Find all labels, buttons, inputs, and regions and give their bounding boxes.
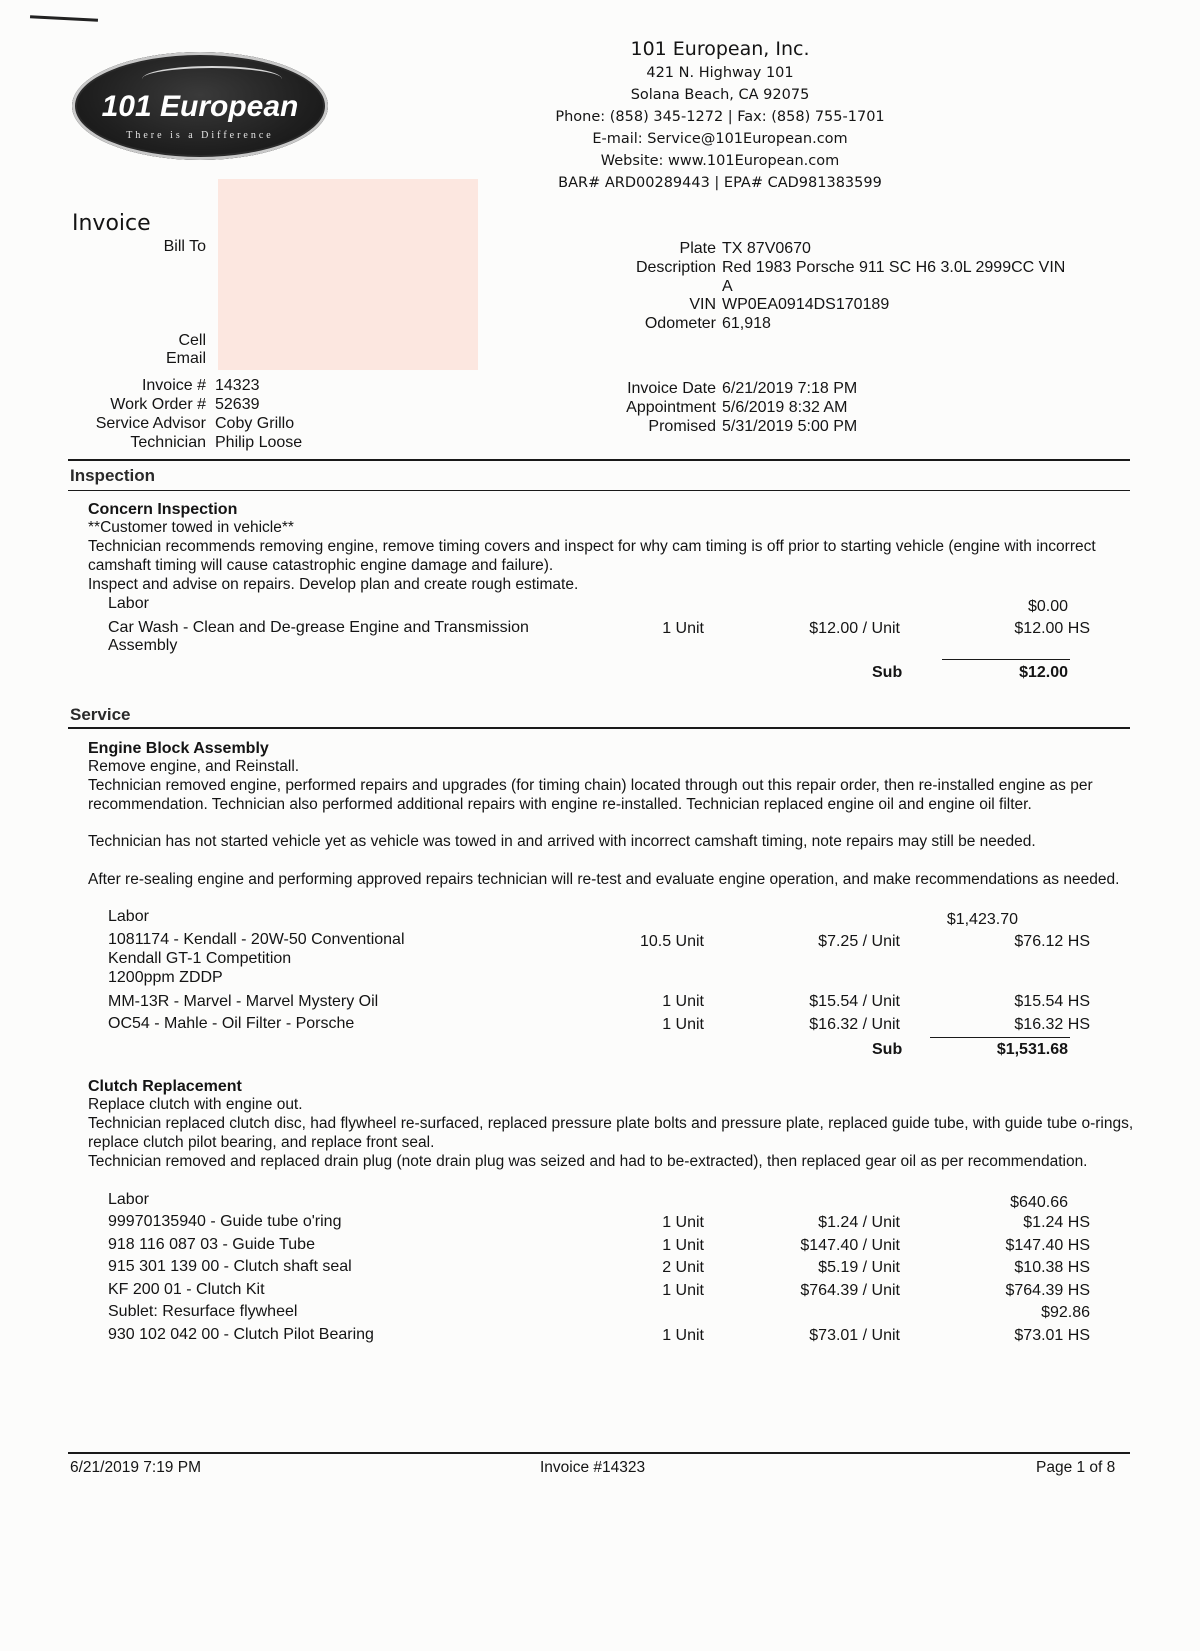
invoice-number-value: 14323 [215, 377, 260, 394]
clutch-item-rate: $5.19 / Unit [818, 1259, 900, 1276]
engine-item-desc: OC54 - Mahle - Oil Filter - Porsche [108, 1015, 355, 1032]
company-address-2: Solana Beach, CA 92075 [630, 87, 810, 103]
company-name: 101 European, Inc. [630, 38, 810, 60]
engine-labor-label: Labor [108, 908, 149, 925]
promised-label: Promised [648, 418, 716, 435]
inspection-labor-amount: $0.00 [1027, 598, 1068, 615]
clutch-line-3: Technician removed and replaced drain plug (note drain plug was seized and had to be-extracted), then replaced gear oil as per recommendation. [88, 1153, 1088, 1170]
description-label: Description [635, 259, 716, 276]
engine-item-amount: $76.12 HS [1014, 933, 1090, 950]
engine-line-3: Technician has not started vehicle yet as vehicle was towed in and arrived with incorrect camshaft timing, note repairs may still be needed. [88, 833, 1036, 850]
clutch-item-rate: $764.39 / Unit [800, 1282, 900, 1299]
invoice-date-label: Invoice Date [627, 380, 716, 397]
vin-label: VIN [689, 296, 716, 313]
description-value-cont: A [722, 278, 733, 295]
footer-rule [68, 1452, 1130, 1454]
engine-subtotal-label: Sub [872, 1041, 903, 1058]
inspection-labor-label: Labor [108, 595, 149, 612]
line-item-rate: $12.00 / Unit [809, 620, 900, 637]
clutch-item-desc: KF 200 01 - Clutch Kit [108, 1281, 265, 1298]
engine-item-rate: $16.32 / Unit [809, 1016, 900, 1033]
engine-item-amount: $16.32 HS [1014, 1016, 1090, 1033]
inspection-subtotal-amount: $12.00 [1019, 664, 1068, 681]
appointment-label: Appointment [626, 399, 716, 416]
inspection-rule-top [68, 459, 1130, 461]
invoice-number-label: Invoice # [141, 377, 206, 394]
line-item-amount: $12.00 HS [1014, 620, 1090, 637]
technician-value: Philip Loose [215, 434, 303, 451]
footer-printed-date: 6/21/2019 7:19 PM [70, 1459, 201, 1476]
clutch-item-desc: 918 116 087 03 - Guide Tube [108, 1236, 315, 1253]
odometer-label: Odometer [644, 315, 716, 332]
document-title: Invoice [72, 211, 151, 236]
engine-block-title: Engine Block Assembly [88, 740, 269, 757]
vin-value: WP0EA0914DS170189 [722, 296, 890, 313]
scan-mark [30, 15, 98, 22]
clutch-labor-label: Labor [108, 1191, 149, 1208]
company-bar-epa: BAR# ARD00289443 | EPA# CAD981383599 [558, 175, 882, 191]
company-address-1: 421 N. Highway 101 [646, 65, 794, 81]
company-email: E-mail: Service@101European.com [592, 131, 848, 147]
engine-item-qty: 1 Unit [662, 1016, 704, 1033]
footer-invoice-number: Invoice #14323 [540, 1459, 646, 1476]
clutch-line-1: Replace clutch with engine out. [88, 1096, 303, 1113]
clutch-item-qty: 1 Unit [662, 1327, 704, 1344]
description-value: Red 1983 Porsche 911 SC H6 3.0L 2999CC VIN [722, 259, 1066, 276]
cell-label: Cell [178, 332, 206, 349]
logo-name: 101 European [101, 90, 299, 123]
bill-to-label: Bill To [163, 238, 206, 255]
engine-item-rate: $15.54 / Unit [809, 993, 900, 1010]
odometer-value: 61,918 [722, 315, 771, 332]
invoice-date-value: 6/21/2019 7:18 PM [722, 380, 858, 397]
inspection-subtotal-label: Sub [872, 664, 903, 681]
clutch-item-amount: $73.01 HS [1014, 1327, 1090, 1344]
engine-item-qty: 10.5 Unit [639, 933, 704, 950]
email-label: Email [165, 350, 206, 367]
company-logo [72, 52, 328, 160]
engine-item-desc: 1081174 - Kendall - 20W-50 Conventional [108, 931, 405, 948]
company-header [520, 36, 920, 194]
engine-item-desc-cont: 1200ppm ZDDP [108, 969, 223, 986]
inspection-subtotal-rule [942, 659, 1070, 660]
company-website: Website: www.101European.com [600, 153, 840, 169]
technician-label: Technician [130, 434, 206, 451]
logo-car-outline [142, 66, 282, 92]
logo-tagline: There is a Difference [126, 130, 274, 141]
clutch-line-2: Technician replaced clutch disc, had flywheel re-surfaced, replaced pressure plate bolts and pressure plate, replaced guide tube, with guide tube o-rings, replace clutch pilot bearing, and replace front seal. [88, 1115, 1134, 1151]
service-advisor-value: Coby Grillo [215, 415, 295, 432]
clutch-item-qty: 1 Unit [662, 1237, 704, 1254]
work-order-label: Work Order # [110, 396, 206, 413]
inspection-note: **Customer towed in vehicle** [88, 519, 294, 536]
clutch-item-amount: $764.39 HS [1005, 1282, 1090, 1299]
appointment-value: 5/6/2019 8:32 AM [722, 399, 848, 416]
clutch-item-amount: $10.38 HS [1014, 1259, 1090, 1276]
engine-line-2: Technician removed engine, performed repairs and upgrades (for timing chain) located through out this repair order, then re-installed engine as per recommendation. Technician also performed additional repairs with engine re-installed. Technician replaced engine oil and engine oil filter. [88, 777, 1093, 813]
engine-item-desc: MM-13R - Marvel - Marvel Mystery Oil [108, 993, 379, 1010]
engine-item-desc-cont: Kendall GT-1 Competition [108, 950, 292, 967]
clutch-item-desc: 930 102 042 00 - Clutch Pilot Bearing [108, 1326, 374, 1343]
clutch-item-amount: $92.86 [1041, 1304, 1090, 1321]
clutch-item-qty: 1 Unit [662, 1214, 704, 1231]
clutch-item-rate: $1.24 / Unit [818, 1214, 900, 1231]
engine-line-1: Remove engine, and Reinstall. [88, 758, 300, 775]
clutch-item-amount: $1.24 HS [1023, 1214, 1090, 1231]
line-item-desc-cont: Assembly [108, 637, 178, 654]
line-item-desc: Car Wash - Clean and De-grease Engine and Transmission [108, 619, 529, 636]
inspection-section-title: Inspection [70, 466, 156, 485]
clutch-item-rate: $73.01 / Unit [809, 1327, 900, 1344]
inspection-text-2: Inspect and advise on repairs. Develop plan and create rough estimate. [88, 576, 579, 593]
plate-value: TX 87V0670 [722, 240, 811, 257]
clutch-replacement-title: Clutch Replacement [88, 1078, 242, 1095]
service-rule [68, 727, 1130, 729]
promised-value: 5/31/2019 5:00 PM [722, 418, 858, 435]
clutch-item-amount: $147.40 HS [1005, 1237, 1090, 1254]
work-order-value: 52639 [215, 396, 260, 413]
inspection-text-1: Technician recommends removing engine, remove timing covers and inspect for why cam timing is off prior to starting vehicle (engine with incorrect camshaft timing will cause catastrophic engine damage and failure). [88, 538, 1096, 574]
service-section-title: Service [70, 705, 131, 724]
redacted-customer-block [218, 179, 478, 370]
engine-item-rate: $7.25 / Unit [818, 933, 900, 950]
engine-labor-amount: $1,423.70 [946, 911, 1018, 928]
clutch-item-desc: 915 301 139 00 - Clutch shaft seal [108, 1258, 352, 1275]
clutch-item-desc: Sublet: Resurface flywheel [108, 1303, 298, 1320]
clutch-item-qty: 1 Unit [662, 1282, 704, 1299]
engine-line-4: After re-sealing engine and performing approved repairs technician will re-test and evaluate engine operation, and make recommendations as needed. [88, 871, 1120, 888]
clutch-item-qty: 2 Unit [662, 1259, 704, 1276]
footer-page-number: Page 1 of 8 [1036, 1459, 1116, 1476]
engine-item-amount: $15.54 HS [1014, 993, 1090, 1010]
company-phone-fax: Phone: (858) 345-1272 | Fax: (858) 755-1701 [555, 109, 885, 125]
service-advisor-label: Service Advisor [95, 415, 206, 432]
concern-inspection-title: Concern Inspection [88, 501, 238, 518]
inspection-rule-bottom [68, 490, 1130, 491]
clutch-item-rate: $147.40 / Unit [800, 1237, 900, 1254]
clutch-item-desc: 99970135940 - Guide tube o'ring [108, 1213, 342, 1230]
clutch-labor-amount: $640.66 [1010, 1194, 1068, 1211]
plate-label: Plate [679, 240, 716, 257]
engine-subtotal-amount: $1,531.68 [996, 1041, 1068, 1058]
line-item-qty: 1 Unit [662, 620, 704, 637]
engine-item-qty: 1 Unit [662, 993, 704, 1010]
engine-subtotal-rule [930, 1037, 1070, 1038]
